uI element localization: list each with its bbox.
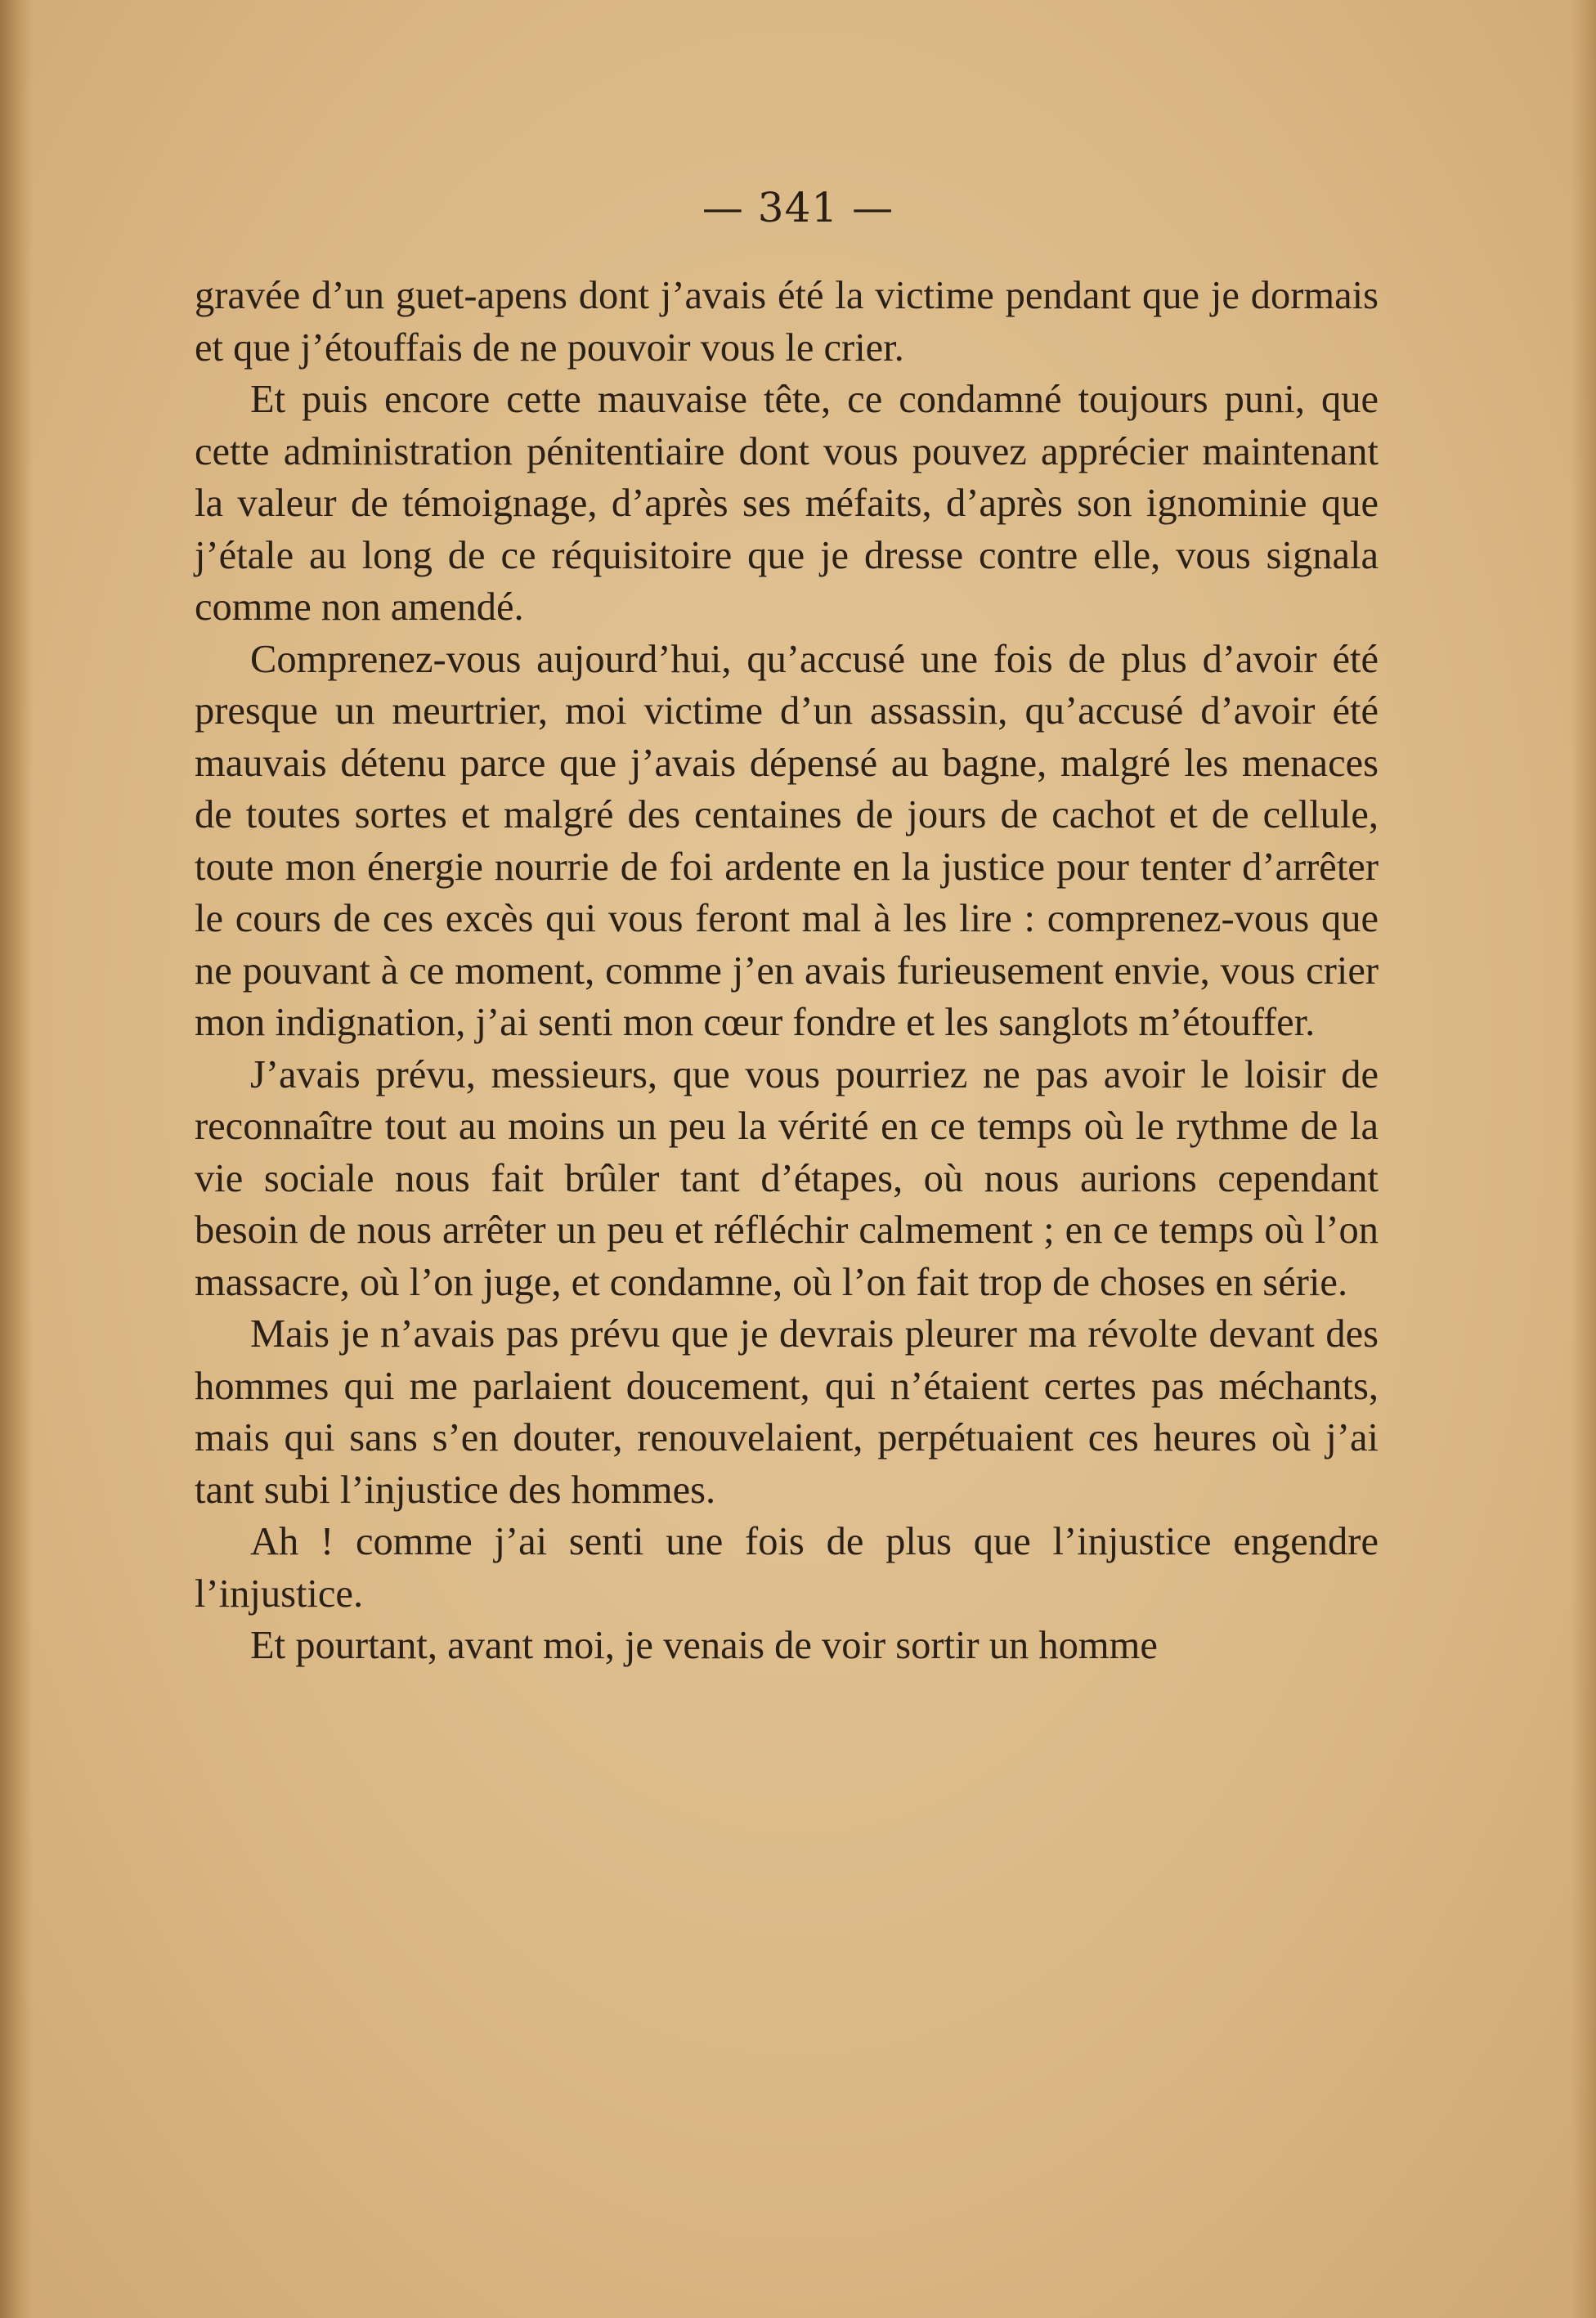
paragraph: Mais je n’avais pas prévu que je devrais pleurer ma révolte devant des hommes qui me parlaient doucement, qui n’étaient certes pas méchants, mais qui sans s’en douter, renouvelaient, perpétuaient ces heures où j’ai tant subi l’injustice des hommes. — [195, 1312, 1379, 1512]
paragraph-last: Et pourtant, avant moi, je venais de voir sortir un homme — [250, 1624, 1158, 1667]
page-edge-left — [0, 0, 33, 2318]
paragraph: Et puis encore cette mauvaise tête, ce condamné toujours puni, que cette administration pénitentiaire dont vous pouvez apprécier maintenant la valeur de témoignage, d’après ses méfaits, d’après son ignominie que j’étale au long de ce réquisitoire que je dresse contre elle, vous signala comme non amendé. — [195, 378, 1379, 629]
paragraph: J’avais prévu, messieurs, que vous pourriez ne pas avoir le loisir de reconnaître tout au moins un peu la vérité en ce temps où le rythme de la vie sociale nous fait brûler tant d’étapes, où nous aurions cependant besoin de nous arrêter un peu et réfléchir calmement ; en ce temps où l’on massacre, où l’on juge, et condamne, où l’on fait trop de choses en série. — [195, 1052, 1379, 1304]
paragraph: Comprenez-vous aujourd’hui, qu’accusé une fois de plus d’avoir été presque un meurtrier, moi victime d’un assassin, qu’accusé d’avoir été mauvais détenu parce que j’avais dépensé au bagne, malgré les menaces de toutes sortes et malgré des centaines de jours de cachot et de cellule, toute mon énergie nourrie de foi ardente en la justice pour tenter d’arrêter le cours de ces excès qui vous feront mal à les lire : comprenez-vous que ne pouvant à ce moment, comme j’en avais furieusement envie, vous crier mon indignation, j’ai senti mon cœur fondre et les sanglots m’étouffer. — [195, 637, 1379, 1044]
page-edge-right — [1571, 0, 1596, 2318]
body-text — [195, 270, 1379, 1672]
paragraph: Ah ! comme j’ai senti une fois de plus que l’injustice engendre l’injustice. — [195, 1520, 1379, 1616]
paragraph-continuation: gravée d’un guet-apens dont j’avais été la victime pendant que je dormais et que j’étouffais de ne pouvoir vous le crier. — [195, 274, 1379, 370]
page-number: — 341 — — [702, 184, 894, 231]
